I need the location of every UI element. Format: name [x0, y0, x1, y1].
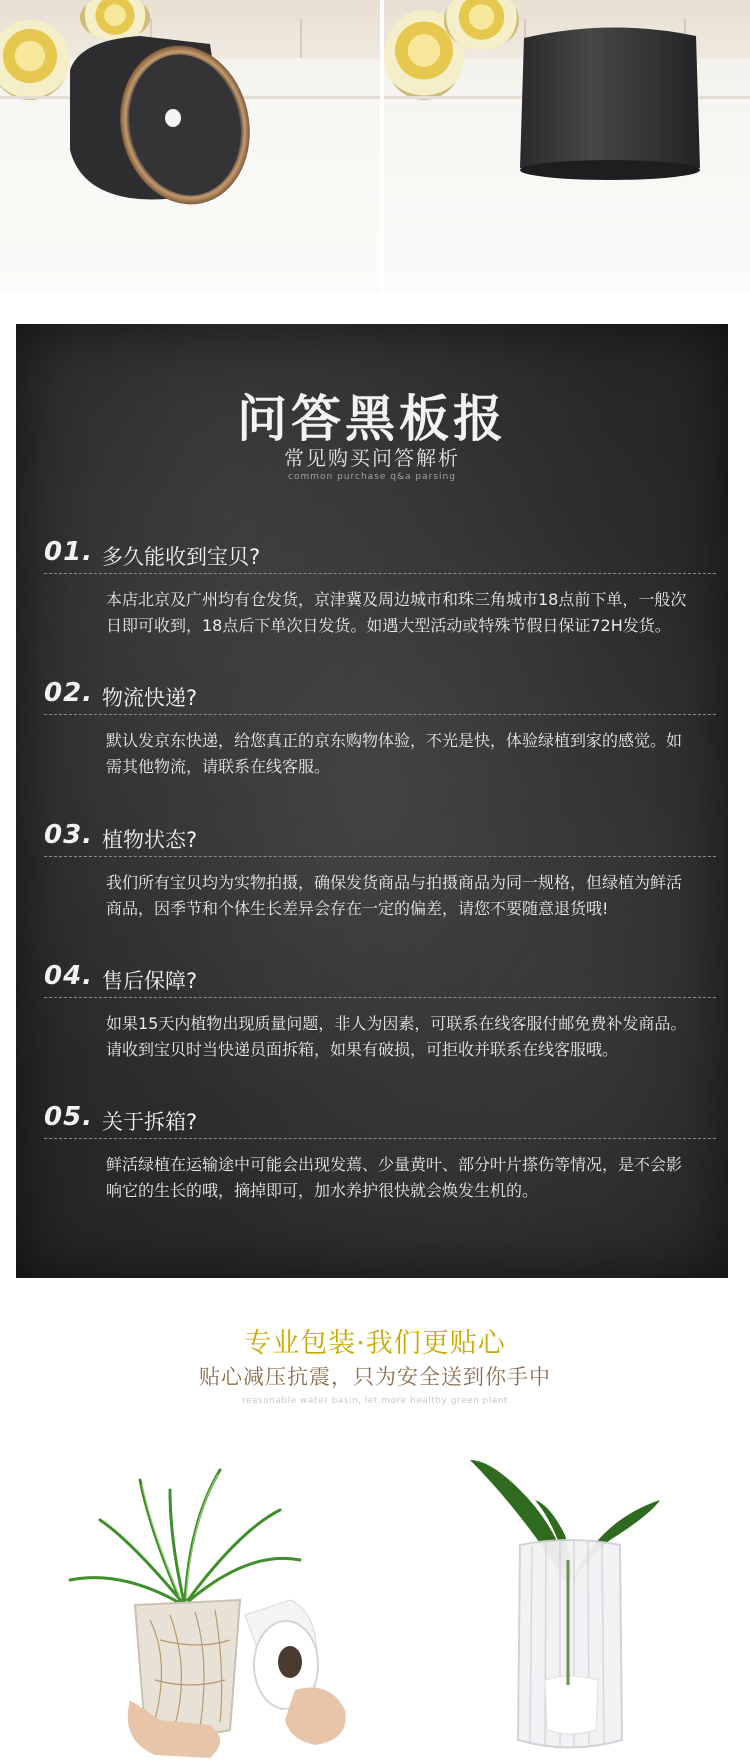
qa-question: 关于拆箱? — [102, 1110, 198, 1134]
wrapping-plant-photo — [60, 1440, 360, 1761]
qa-chalkboard — [16, 324, 728, 1278]
qa-item — [44, 959, 714, 1059]
dashed-divider — [44, 997, 716, 998]
dashed-divider — [44, 1138, 716, 1139]
qa-question: 物流快递? — [102, 686, 198, 710]
packaging-title: 专业包装·我们更贴心 — [244, 1328, 506, 1359]
qa-item — [44, 535, 714, 635]
qa-answer: 本店北京及广州均有仓发货，京津冀及周边城市和珠三角城市18点前下单，一般次日即可收到，18点后下单次日发货。如遇大型活动或特殊节假日保证72H发货。 — [106, 590, 687, 635]
qa-number: 03. — [44, 820, 94, 850]
qa-item — [44, 676, 714, 776]
qa-question: 植物状态? — [102, 828, 198, 852]
qa-answer: 默认发京东快递，给您真正的京东购物体验，不光是快，体验绿植到家的感觉。如需其他物流，请联系在线客服。 — [106, 731, 683, 776]
qa-item — [44, 1100, 714, 1200]
pot-side-view — [510, 18, 710, 188]
qa-answer: 如果15天内植物出现质量问题，非人为因素，可联系在线客服付邮免费补发商品。请收到宝贝时当快递员面拆箱，如果有破损，可拒收并联系在线客服哦。 — [106, 1014, 687, 1059]
qa-number: 02. — [44, 678, 94, 708]
packaging-subtitle: 贴心减压抗震，只为安全送到你手中 — [199, 1365, 551, 1389]
dashed-divider — [44, 714, 716, 715]
qa-answer: 我们所有宝贝均为实物拍摄，确保发货商品与拍摄商品为同一规格，但绿植为鲜活商品，因季节和个体生长差异会存在一定的偏差，请您不要随意退货哦! — [106, 873, 683, 918]
pot-bottom-photo — [0, 0, 380, 292]
bubble-wrapped-plant-photo — [450, 1440, 690, 1761]
qa-number: 01. — [44, 537, 94, 567]
dashed-divider — [44, 573, 716, 574]
packaging-english-subtitle: reasonable water basin, let more healthy green plant — [241, 1396, 509, 1406]
qa-answer: 鲜活绿植在运输途中可能会出现发蔫、少量黄叶、部分叶片搽伤等情况，是不会影响它的生长的哦，摘掉即可，加水养护很快就会焕发生机的。 — [106, 1155, 683, 1200]
qa-item — [44, 818, 714, 918]
pot-bottom-view — [60, 30, 250, 210]
qa-number: 05. — [44, 1102, 94, 1132]
board-title: 问答黑板报 — [237, 389, 507, 448]
board-subtitle: 常见购买问答解析 — [284, 446, 460, 470]
qa-question: 多久能收到宝贝? — [102, 545, 261, 569]
product-photos — [0, 0, 750, 292]
qa-number: 04. — [44, 961, 94, 991]
qa-question: 售后保障? — [102, 969, 198, 993]
board-english-subtitle: common purchase q&a parsing — [288, 472, 456, 482]
dashed-divider — [44, 856, 716, 857]
